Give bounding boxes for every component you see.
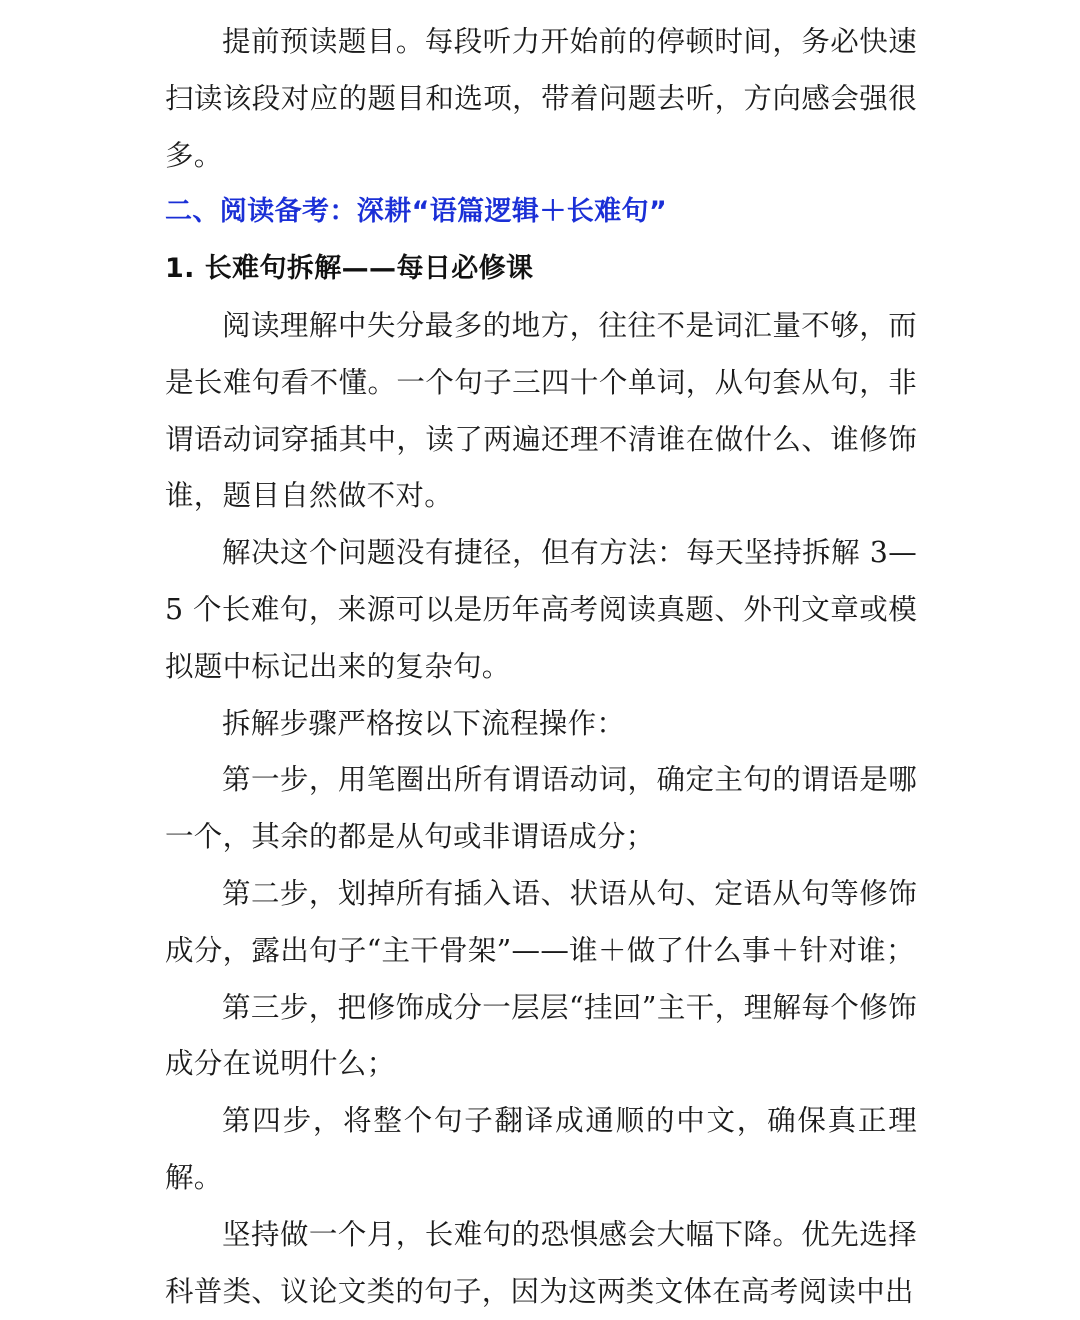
paragraph-step-four: 第四步，将整个句子翻译成通顺的中文，确保真正理解。 xyxy=(165,1104,917,1194)
paragraph-reading-loss: 阅读理解中失分最多的地方，往往不是词汇量不够，而是长难句看不懂。一个句子三四十个单词，从句套从句，非谓语动词穿插其中，读了两遍还理不清谁在做什么、谁修饰谁，题目自然做不对。 xyxy=(165,308,917,513)
paragraph-step-one: 第一步，用笔圈出所有谓语动词，确定主句的谓语是哪一个，其余的都是从句或非谓语成分； xyxy=(165,763,917,854)
paragraph-step-two: 第二步，划掉所有插入语、状语从句、定语从句等修饰成分，露出句子“主干骨架”——谁＋做了什么事＋针对谁； xyxy=(165,876,917,967)
paragraph-persistence: 坚持做一个月，长难句的恐惧感会大幅下降。优先选择科普类、议论文类的句子，因为这两类文体在高考阅读中出 xyxy=(165,1217,917,1308)
section-heading-reading: 二、阅读备考：深耕“语篇逻辑＋长难句” xyxy=(165,196,668,228)
paragraph-steps-intro: 拆解步骤严格按以下流程操作： xyxy=(222,706,626,740)
paragraph-step-three: 第三步，把修饰成分一层层“挂回”主干，理解每个修饰成分在说明什么； xyxy=(165,990,917,1081)
document-body xyxy=(165,14,917,1320)
paragraph-listening-preview: 提前预读题目。每段听力开始前的停顿时间，务必快速扫读该段对应的题目和选项，带着问题去听，方向感会强很多。 xyxy=(165,25,917,172)
subheading-long-sentence: 1. 长难句拆解——每日必修课 xyxy=(165,253,534,285)
paragraph-method: 解决这个问题没有捷径，但有方法：每天坚持拆解 3—5 个长难句，来源可以是历年高考阅读真题、外刊文章或模拟题中标记出来的复杂句。 xyxy=(165,536,917,683)
